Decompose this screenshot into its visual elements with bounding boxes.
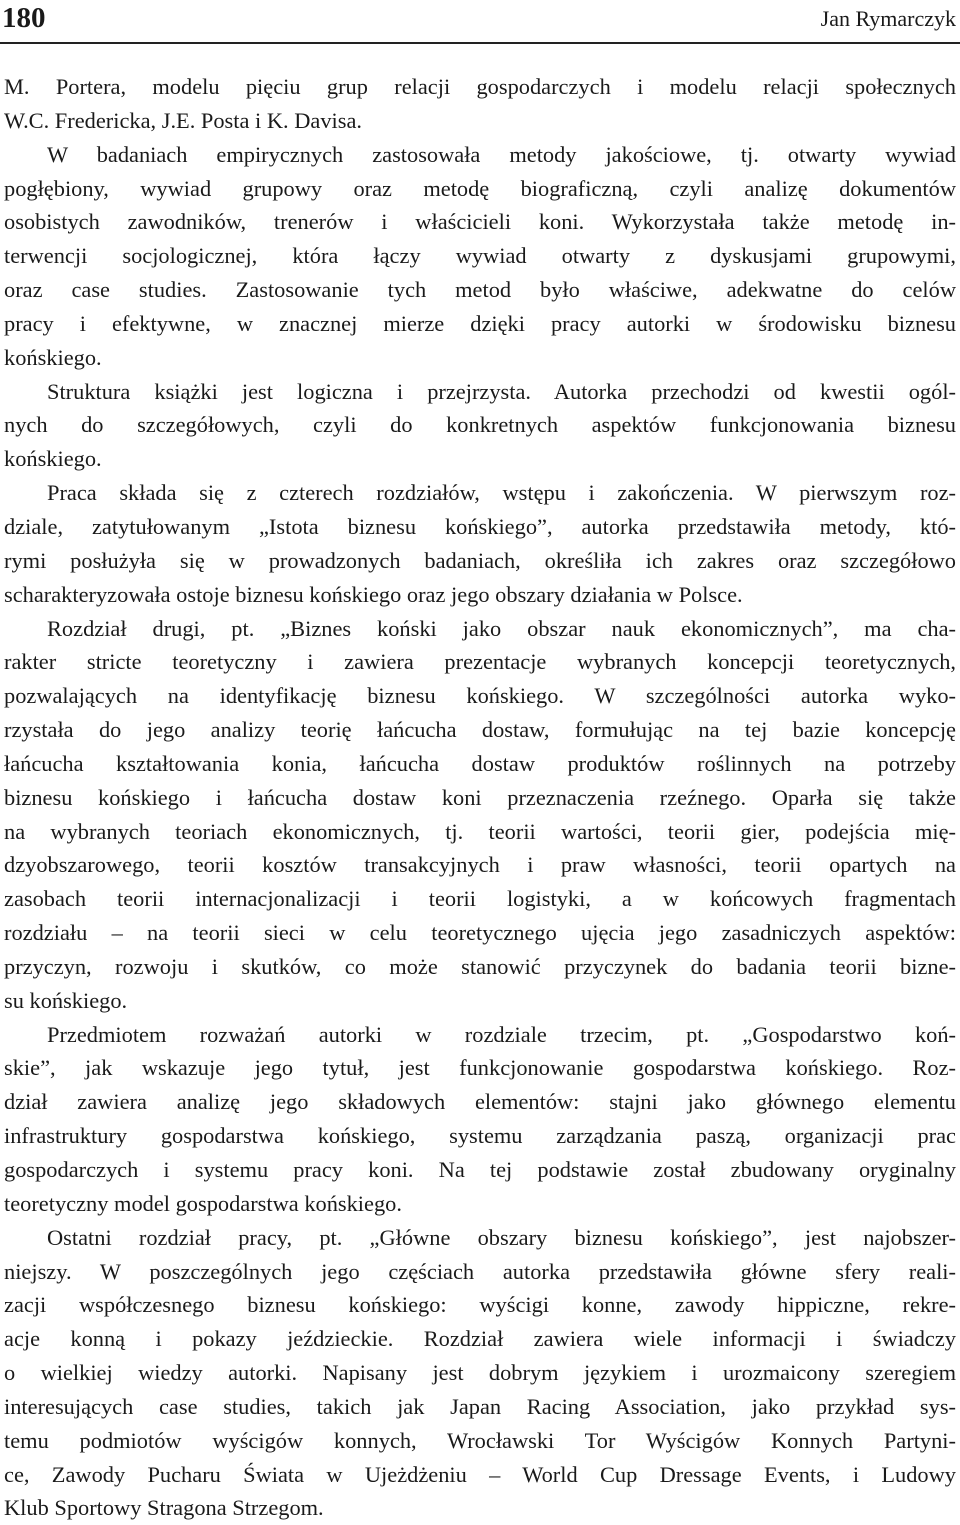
text-line: oraz case studies. Zastosowanie tych metod było właściwe, adekwatne do celów (4, 277, 956, 303)
text-line: dział zawiera analizę jego składowych elementów: stajni jako głównego elementu (4, 1089, 956, 1115)
text-line: dzyobszarowego, teorii kosztów transakcyjnych i praw własności, teorii opartych na (4, 852, 956, 878)
text-line: temu podmiotów wyścigów konnych, Wrocławski Tor Wyścigów Konnych Partyni- (4, 1427, 956, 1453)
text-line: interesujących case studies, takich jak Japan Racing Association, jako przykład sys- (4, 1393, 956, 1419)
text-line: przyczyn, rozwoju i skutków, co może stanowić przyczynek do badania teorii bizne- (4, 953, 956, 979)
text-line: W.C. Fredericka, J.E. Posta i K. Davisa. (4, 107, 362, 133)
text-line: końskiego. (4, 446, 102, 472)
text-line: rakter stricte teoretyczny i zawiera prezentacje wybranych koncepcji teoretycznych, (4, 649, 956, 675)
text-line: końskiego. (4, 344, 102, 370)
text-line: rymi posłużyła się w prowadzonych badaniach, określiła ich zakres oraz szczegółowo (4, 547, 956, 573)
text-line: infrastruktury gospodarstwa końskiego, systemu zarządzania paszą, organizacji prac (4, 1123, 956, 1149)
text-line: pogłębiony, wywiad grupowy oraz metodę biograficzną, czyli analizę dokumentów (4, 175, 956, 201)
text-line: niejszy. W poszczególnych jego częściach autorka przedstawiła główne sfery reali- (4, 1258, 956, 1284)
text-line: su końskiego. (4, 987, 128, 1013)
text-line: osobistych zawodników, trenerów i właścicieli koni. Wykorzystała także metodę in- (4, 209, 956, 235)
text-line: zacji współczesnego biznesu końskiego: wyścigi konne, zawody hippiczne, rekre- (4, 1292, 956, 1318)
text-line: scharakteryzowała ostoje biznesu końskiego oraz jego obszary działania w Polsce. (4, 581, 743, 607)
text-line: pozwalających na identyfikację biznesu końskiego. W szczególności autorka wyko- (4, 683, 956, 709)
text-line: łańcucha kształtowania konia, łańcucha dostaw produktów roślinnych na potrzeby (4, 750, 956, 776)
text-line: acje konną i pokazy jeździeckie. Rozdział zawiera wiele informacji i świadczy (4, 1326, 956, 1352)
text-line: Struktura książki jest logiczna i przejrzysta. Autorka przechodzi od kwestii ogól- (47, 378, 956, 404)
text-line: biznesu końskiego i łańcucha dostaw koni przeznaczenia rzeźnego. Oparła się także (4, 784, 956, 810)
body-text (4, 70, 956, 1525)
page-header (0, 0, 960, 40)
text-line: Rozdział drugi, pt. „Biznes koński jako obszar nauk ekonomicznych”, ma cha- (47, 615, 956, 641)
running-head-author: Jan Rymarczyk (820, 6, 956, 31)
text-line: Praca składa się z czterech rozdziałów, wstępu i zakończenia. W pierwszym roz- (47, 480, 956, 506)
text-line: rzystała do jego analizy teorię łańcucha dostaw, formułując na tej bazie koncepcję (4, 717, 956, 743)
text-line: W badaniach empirycznych zastosowała metody jakościowe, tj. otwarty wywiad (47, 141, 956, 167)
text-line: rozdziału – na teorii sieci w celu teoretycznego ujęcia jego zasadniczych aspektów: (4, 920, 956, 946)
header-rule (0, 42, 960, 44)
text-line: Klub Sportowy Stragona Strzegom. (4, 1495, 324, 1521)
text-line: teoretyczny model gospodarstwa końskiego. (4, 1190, 402, 1216)
text-line: gospodarczych i systemu pracy koni. Na tej podstawie został zbudowany oryginalny (4, 1157, 956, 1182)
text-line: ce, Zawody Pucharu Świata w Ujeżdżeniu – World Cup Dressage Events, i Ludowy (4, 1461, 956, 1487)
text-line: dziale, zatytułowanym „Istota biznesu końskiego”, autorka przedstawiła metody, któ- (4, 513, 956, 539)
text-line: M. Portera, modelu pięciu grup relacji gospodarczych i modelu relacji społecznych (4, 74, 956, 99)
page-number: 180 (2, 2, 46, 34)
text-line: terwencji socjologicznej, która łączy wywiad otwarty z dyskusjami grupowymi, (4, 243, 956, 269)
text-line: nych do szczegółowych, czyli do konkretnych aspektów funkcjonowania biznesu (4, 412, 956, 438)
text-line: na wybranych teoriach ekonomicznych, tj. teorii wartości, teorii gier, podejścia mię- (4, 818, 956, 844)
text-line: zasobach teorii internacjonalizacji i teorii logistyki, a w końcowych fragmentach (4, 886, 956, 912)
text-line: Przedmiotem rozważań autorki w rozdziale trzecim, pt. „Gospodarstwo koń- (47, 1021, 956, 1047)
text-line: o wielkiej wiedzy autorki. Napisany jest dobrym językiem i urozmaicony szeregiem (4, 1360, 956, 1386)
text-line: Ostatni rozdział pracy, pt. „Główne obszary biznesu końskiego”, jest najobszer- (47, 1224, 956, 1250)
text-line: skie”, jak wskazuje jego tytuł, jest funkcjonowanie gospodarstwa końskiego. Roz- (4, 1055, 956, 1081)
text-line: pracy i efektywne, w znacznej mierze dzięki pracy autorki w środowisku biznesu (4, 310, 956, 336)
